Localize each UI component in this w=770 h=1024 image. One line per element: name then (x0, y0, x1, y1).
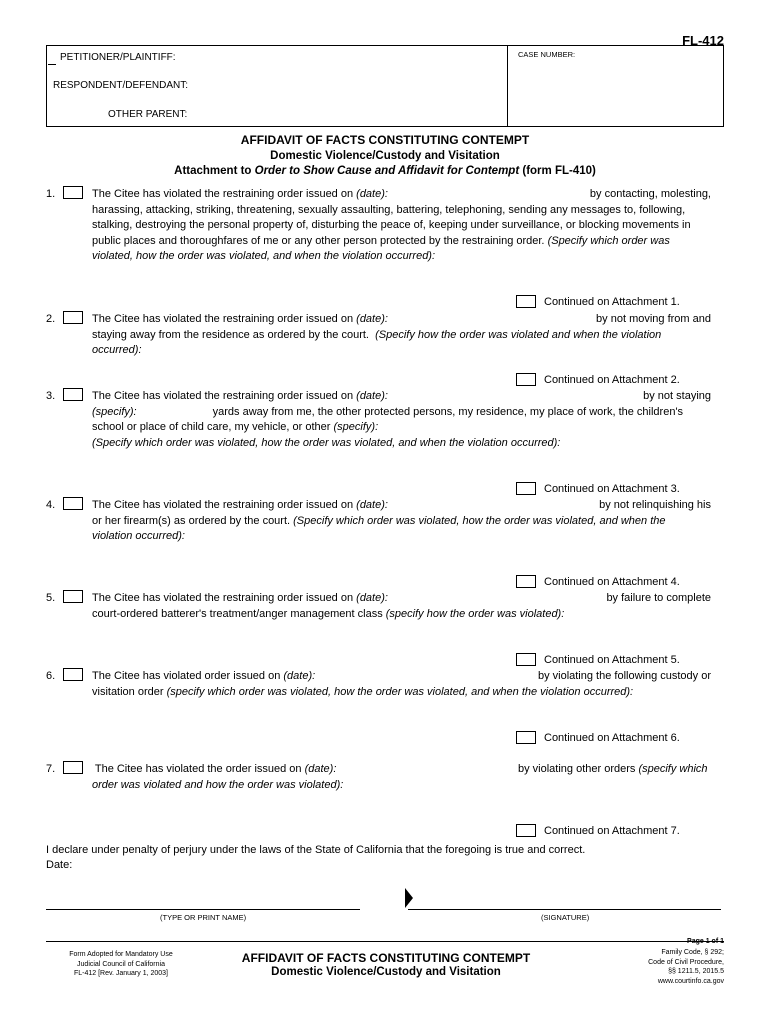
other-parent-label: OTHER PARENT: (108, 109, 188, 120)
item-text-right: by not staying (643, 390, 711, 402)
form-title (46, 133, 724, 180)
continued-checkbox[interactable] (516, 731, 536, 744)
signature-line[interactable] (408, 909, 721, 910)
item-text-line: The Citee has violated the order issued on (date): (92, 763, 337, 775)
item-text-line: The Citee has violated the restraining order issued on (date): (92, 188, 388, 200)
item-text-line: The Citee has violated the restraining order issued on (date): (92, 592, 388, 604)
footer-left: Form Adopted for Mandatory Use Judicial Council of California FL-412 [Rev. January 1, 2003] (69, 951, 173, 977)
item-text-line: stalking, destroying the personal property of, disturbing the peace of, keeping under surveillance, or blocking movements in (92, 219, 691, 231)
title-line-1: AFFIDAVIT OF FACTS CONSTITUTING CONTEMPT (240, 133, 530, 147)
item-text-line: (Specify which order was violated, how the order was violated, and when the violation occurred): (92, 436, 561, 449)
item-text-line: (specify): yards away from me, the other protected persons, my residence, my place of work, the children's (92, 405, 684, 418)
item-checkbox[interactable] (63, 388, 83, 401)
continued-checkbox[interactable] (516, 295, 536, 308)
footer-title: AFFIDAVIT OF FACTS CONSTITUTING CONTEMPT Domestic Violence/Custody and Visitation (241, 951, 531, 978)
item-text-right: by failure to complete (606, 592, 711, 604)
item-text-line: The Citee has violated the restraining order issued on (date): (92, 390, 388, 402)
item-checkbox[interactable] (63, 668, 83, 681)
item-number: 1. (46, 188, 56, 200)
item-checkbox[interactable] (63, 761, 83, 774)
continued-checkbox[interactable] (516, 824, 536, 837)
caption-divider (507, 45, 508, 127)
item-text-line: visitation order (specify which order was violated, how the order was violated, and when the violation occurred): (92, 685, 634, 698)
continued-label: Continued on Attachment 6. (544, 732, 680, 744)
item-number: 4. (46, 499, 56, 511)
continued-label: Continued on Attachment 3. (544, 483, 680, 495)
item-text-line: public places and thoroughfares of me or any other person protected by the restraining order. (Specify which order was (92, 234, 670, 247)
form-number: FL-412 (682, 33, 724, 48)
case-number-label: CASE NUMBER: (518, 50, 576, 59)
title-line-3: Attachment to Order to Show Cause and Affidavit for Contempt (form FL-410) (174, 165, 596, 177)
item-text-line: The Citee has violated the restraining order issued on (date): (92, 499, 388, 511)
respondent-label: RESPONDENT/DEFENDANT: (53, 80, 189, 91)
item-text-line: occurred): (92, 344, 142, 356)
item-text-right: by contacting, molesting, (589, 188, 711, 200)
continued-label: Continued on Attachment 7. (544, 825, 680, 837)
item-number: 6. (46, 670, 56, 682)
item-text-line: The Citee has violated order issued on (date): (92, 670, 316, 682)
item-text-line: or her firearm(s) as ordered by the court. (Specify which order was violated, how the order was violated, and when the (92, 514, 666, 527)
continued-checkbox[interactable] (516, 575, 536, 588)
continued-checkbox[interactable] (516, 373, 536, 386)
item-number: 5. (46, 592, 56, 604)
item-text-line: violation occurred): (92, 530, 185, 542)
item-text-line: violated, how the order was violated, and when the violation occurred): (92, 250, 436, 262)
item-checkbox[interactable] (63, 497, 83, 510)
item-text-line: harassing, attacking, striking, threatening, sexually assaulting, battering, telephoning, sending any messages to, following, (92, 203, 686, 216)
item-text-right: by not moving from and (596, 313, 711, 325)
continued-label: Continued on Attachment 4. (544, 576, 680, 588)
item-text-line: staying away from the residence as ordered by the court. (Specify how the order was violated and when the violation (92, 328, 662, 341)
petitioner-label: PETITIONER/PLAINTIFF: (60, 52, 176, 63)
item-text-line: The Citee has violated the restraining order issued on (date): (92, 313, 388, 325)
item-text-line: school or place of child care, my vehicle, or other (specify): (92, 421, 379, 433)
item-number: 2. (46, 313, 56, 325)
print-name-label: (TYPE OR PRINT NAME) (160, 913, 247, 922)
print-name-line[interactable] (46, 909, 360, 910)
item-checkbox[interactable] (63, 590, 83, 603)
item-text-right: by not relinquishing his (599, 499, 711, 511)
item-text-line: court-ordered batterer's treatment/anger management class (specify how the order was violated): (92, 607, 565, 620)
declaration-text: I declare under penalty of perjury under the laws of the State of California that the foregoing is true and correct. (46, 844, 586, 856)
item-checkbox[interactable] (63, 311, 83, 324)
continued-checkbox[interactable] (516, 482, 536, 495)
footer-right: Family Code, § 292; Code of Civil Procedure, §§ 1211.5, 2015.5 www.courtinfo.ca.gov (648, 949, 724, 985)
item-text-right: by violating other orders (specify which (518, 763, 708, 775)
item-checkbox[interactable] (63, 186, 83, 199)
signature-arrow-icon (405, 888, 413, 908)
item-number: 7. (46, 763, 56, 775)
continued-label: Continued on Attachment 2. (544, 374, 680, 386)
continued-label: Continued on Attachment 1. (544, 296, 680, 308)
item-text-right: by violating the following custody or (537, 670, 711, 682)
item-number: 3. (46, 390, 56, 402)
title-line-2: Domestic Violence/Custody and Visitation (270, 149, 500, 162)
petitioner-mark (48, 64, 56, 65)
continued-checkbox[interactable] (516, 653, 536, 666)
item-text-line: order was violated and how the order was violated): (92, 778, 344, 791)
date-label: Date: (46, 859, 73, 871)
footer-rule (46, 941, 724, 942)
continued-label: Continued on Attachment 5. (544, 654, 680, 666)
signature-label: (SIGNATURE) (541, 913, 590, 922)
